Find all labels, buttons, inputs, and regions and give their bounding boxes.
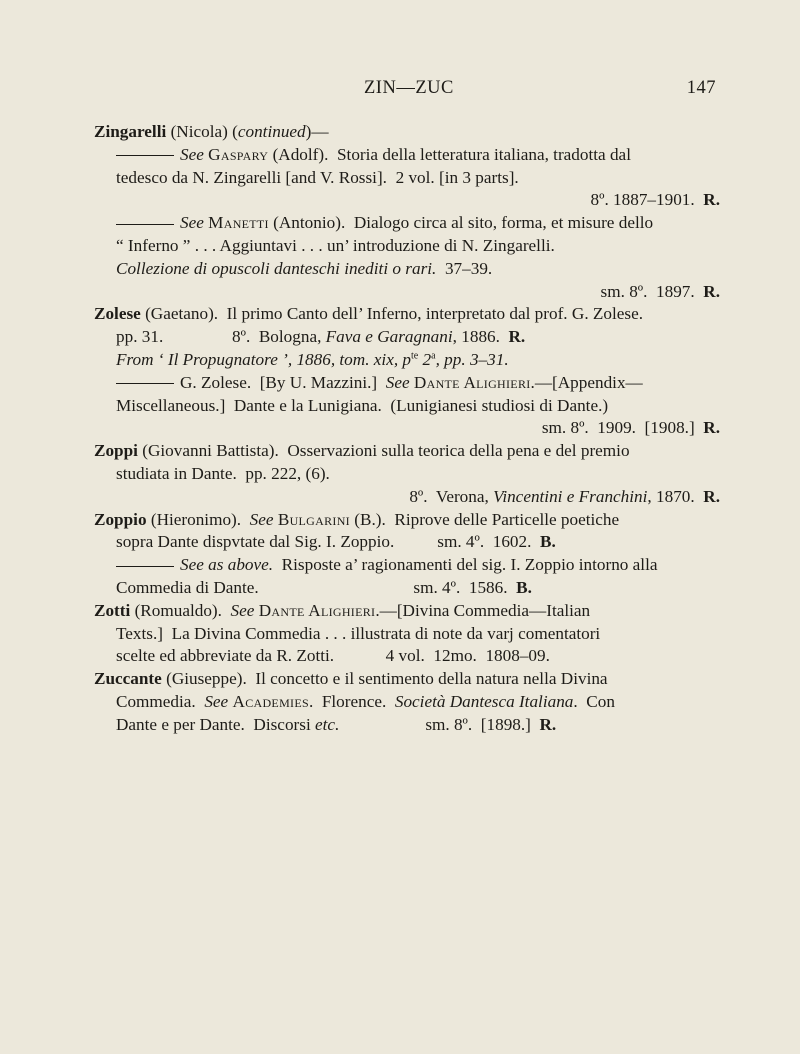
entry-text: (B.). Riprove delle Particelle poetiche: [349, 509, 620, 529]
entry-text: See: [385, 372, 410, 392]
entry-text: See: [180, 144, 204, 164]
entry-line: [94, 349, 722, 372]
entry-line: [94, 281, 722, 304]
entry-heading: Zingarelli: [94, 122, 167, 141]
entry-line: [94, 395, 722, 418]
entry-line: [94, 235, 722, 258]
entry-text: R.: [703, 281, 720, 301]
entry-heading: Zoppi: [94, 441, 138, 461]
entry-line: [94, 121, 722, 144]
entry-text: 2: [418, 349, 432, 369]
entry-text: Academies: [232, 691, 309, 711]
ditto-dash: [116, 383, 174, 384]
header-title: ZIN—ZUC: [364, 78, 454, 98]
entry-text: sm. 8º. 1909. [1908.]: [541, 418, 704, 438]
entry-text: tedesco da N. Zingarelli [and V. Rossi]. 2 vol. [in 3 parts].: [116, 167, 519, 187]
entry-text: a: [431, 350, 436, 362]
entry-line: [94, 372, 722, 395]
entry-text: Collezione di opuscoli danteschi inediti o rari.: [116, 258, 437, 278]
entry-text: “ Inferno ” . . . Aggiuntavi . . . un’ introduzione di N. Zingarelli.: [116, 235, 555, 255]
entry-line: [94, 600, 722, 623]
entry-text: Texts.] La Divina Commedia . . . illustrata di note da varj comentatori: [116, 623, 601, 643]
entry-line: [94, 623, 722, 646]
entry-text: R.: [508, 327, 526, 347]
entry-text: Gaspary: [208, 144, 269, 164]
entry-text: studiata in Dante. pp. 222, (6).: [116, 463, 330, 483]
entry-line: [94, 486, 722, 509]
entry-text: Bulgarini: [277, 509, 350, 529]
entry-text: From ‘ Il Propugnatore ’, 1886, tom. xix, p: [116, 349, 412, 369]
running-header: [274, 78, 716, 102]
entry-line: [94, 645, 722, 668]
entry-text: .—[Appendix—: [530, 372, 643, 392]
entry-text: (Romualdo).: [130, 600, 231, 620]
entry-text: (Nicola) (: [166, 122, 238, 141]
entry-text: Commedia.: [116, 691, 205, 711]
entry-line: [94, 509, 722, 532]
entry-line: [94, 303, 722, 326]
entry-text: See: [230, 600, 255, 620]
entry-text: 8º. 1887–1901.: [590, 190, 704, 210]
entry-text: sm. 8º. 1897.: [600, 281, 704, 301]
entry-text: (Giovanni Battista). Osservazioni sulla teorica della pena e del premio: [137, 441, 630, 461]
entry-line: [94, 691, 722, 714]
entry-text: R.: [703, 418, 720, 438]
entry-text: Fava e Garagnani: [325, 327, 453, 347]
entry-heading: Zotti: [94, 600, 131, 620]
entry-text: R.: [703, 190, 720, 210]
entry-text: etc.: [315, 714, 340, 734]
entry-text: Dante Alighieri: [413, 372, 531, 392]
entry-text: See: [204, 691, 229, 711]
entry-line: [94, 554, 722, 577]
entry-line: [94, 167, 722, 190]
entry-text: Risposte a’ ragionamenti del sig. I. Zoppio intorno alla: [273, 555, 658, 575]
entry-text: )—: [305, 122, 329, 141]
entry-text: sopra Dante dispvtate dal Sig. I. Zoppio. sm. 4º. 1602.: [116, 532, 540, 552]
entry-text: (Hieronimo).: [146, 509, 250, 529]
entry-text: Società Dantesca Italiana: [394, 691, 574, 711]
entry-line: [94, 440, 722, 463]
entry-heading: Zolese: [94, 304, 141, 324]
entry-line: [94, 417, 722, 440]
entry-text: . Florence.: [308, 691, 395, 711]
entry-text: Commedia di Dante. sm. 4º. 1586.: [116, 577, 517, 597]
entry-text: .—[Divina Commedia—Italian: [375, 600, 591, 620]
entry-line: [94, 212, 722, 235]
entry-text: . Con: [573, 691, 615, 711]
entry-text: scelte ed abbreviate da R. Zotti. 4 vol. 12mo. 1808–09.: [116, 646, 550, 666]
entry-text: 8º. Verona,: [409, 486, 494, 506]
entry-text: B.: [540, 532, 556, 552]
entry-text: te: [411, 350, 419, 362]
entry-line: [94, 577, 722, 600]
page-number: 147: [686, 78, 716, 98]
entry-text: Manetti: [208, 213, 269, 233]
entry-text: , pp. 3–31.: [435, 349, 509, 369]
entry-line: [94, 668, 722, 691]
entry-text: See: [180, 213, 204, 233]
entry-text: sm. 8º. [1898.]: [339, 714, 540, 734]
ditto-dash: [116, 224, 174, 225]
entry-text: Vincentini e Franchini: [493, 486, 648, 506]
entry-text: , 1870.: [647, 486, 704, 506]
ditto-dash: [116, 155, 174, 156]
catalogue-entries: [94, 121, 722, 737]
entry-text: R.: [539, 714, 557, 734]
entry-text: B.: [516, 577, 532, 597]
entry-text: (Gaetano). Il primo Canto dell’ Inferno, interpretato dal prof. G. Zolese.: [140, 304, 644, 324]
entry-text: See as above.: [180, 555, 274, 575]
entry-text: (Adolf). Storia della letteratura italiana, tradotta dal: [268, 144, 631, 164]
entry-text: 37–39.: [436, 258, 493, 278]
entry-text: Dante e per Dante. Discorsi: [116, 714, 316, 734]
entry-heading: Zuccante: [94, 669, 162, 689]
entry-text: G. Zolese. [By U. Mazzini.]: [180, 372, 386, 392]
entry-text: See: [249, 509, 274, 529]
entry-line: [94, 463, 722, 486]
entry-text: (Giuseppe). Il concetto e il sentimento della natura nella Divina: [161, 669, 608, 689]
entry-line: [94, 531, 722, 554]
entry-line: [94, 326, 722, 349]
entry-line: [94, 144, 722, 167]
entry-text: Miscellaneous.] Dante e la Lunigiana. (Lunigianesi studiosi di Dante.): [116, 395, 609, 415]
entry-heading: Zoppio: [94, 509, 147, 529]
entry-line: [94, 258, 722, 281]
entry-text: R.: [703, 486, 720, 506]
entry-text: pp. 31. 8º. Bologna,: [116, 327, 326, 347]
entry-text: Dante Alighieri: [258, 600, 376, 620]
entry-line: [94, 189, 722, 212]
entry-line: [94, 714, 722, 737]
entry-text: continued: [237, 122, 306, 141]
ditto-dash: [116, 566, 174, 567]
entry-text: (Antonio). Dialogo circa al sito, forma, et misure dello: [268, 213, 654, 233]
entry-text: , 1886.: [452, 327, 509, 347]
